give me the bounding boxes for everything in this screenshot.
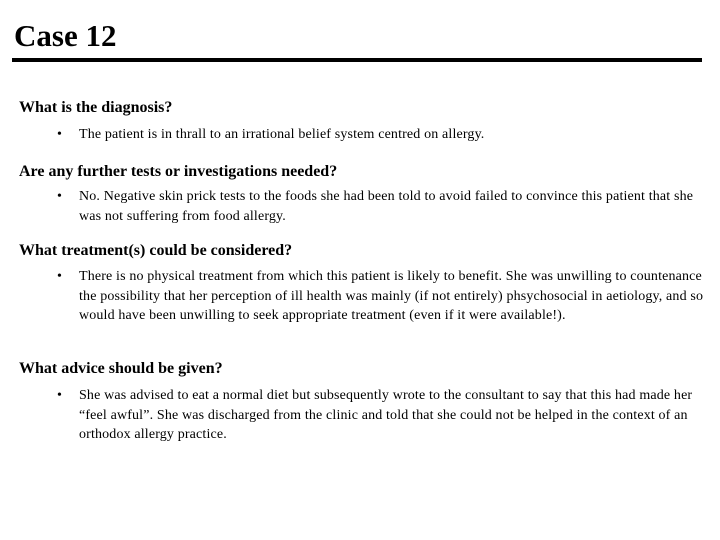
answer-text: There is no physical treatment from which this patient is likely to benefit. She was unwilling to countenance the possibility that her perception of ill health was mainly (if not entirely) phsychosocial in aetiology, and so would have been unwilling to seek appropriate treatment (even if it were available!). (79, 269, 704, 323)
question-heading: What advice should be given? (19, 360, 223, 377)
answer-text: No. Negative skin prick tests to the foods she had been told to avoid failed to convince this patient that she was not suffering from food allergy. (79, 189, 694, 224)
bullet-icon: • (57, 269, 62, 284)
answer-text: The patient is in thrall to an irrational belief system centred on allergy. (79, 127, 485, 142)
bullet-icon: • (57, 127, 62, 142)
question-heading: Are any further tests or investigations needed? (19, 163, 338, 180)
answer-text: She was advised to eat a normal diet but subsequently wrote to the consultant to say that this had made her “feel awful”. She was discharged from the clinic and told that she could not be helped in the context of an orthodox allergy practice. (79, 388, 693, 442)
question-heading: What treatment(s) could be considered? (19, 242, 293, 259)
bullet-icon: • (57, 189, 62, 204)
title-divider (12, 58, 702, 62)
question-heading: What is the diagnosis? (19, 99, 173, 116)
bullet-icon: • (57, 388, 62, 403)
slide-title: Case 12 (14, 18, 117, 53)
